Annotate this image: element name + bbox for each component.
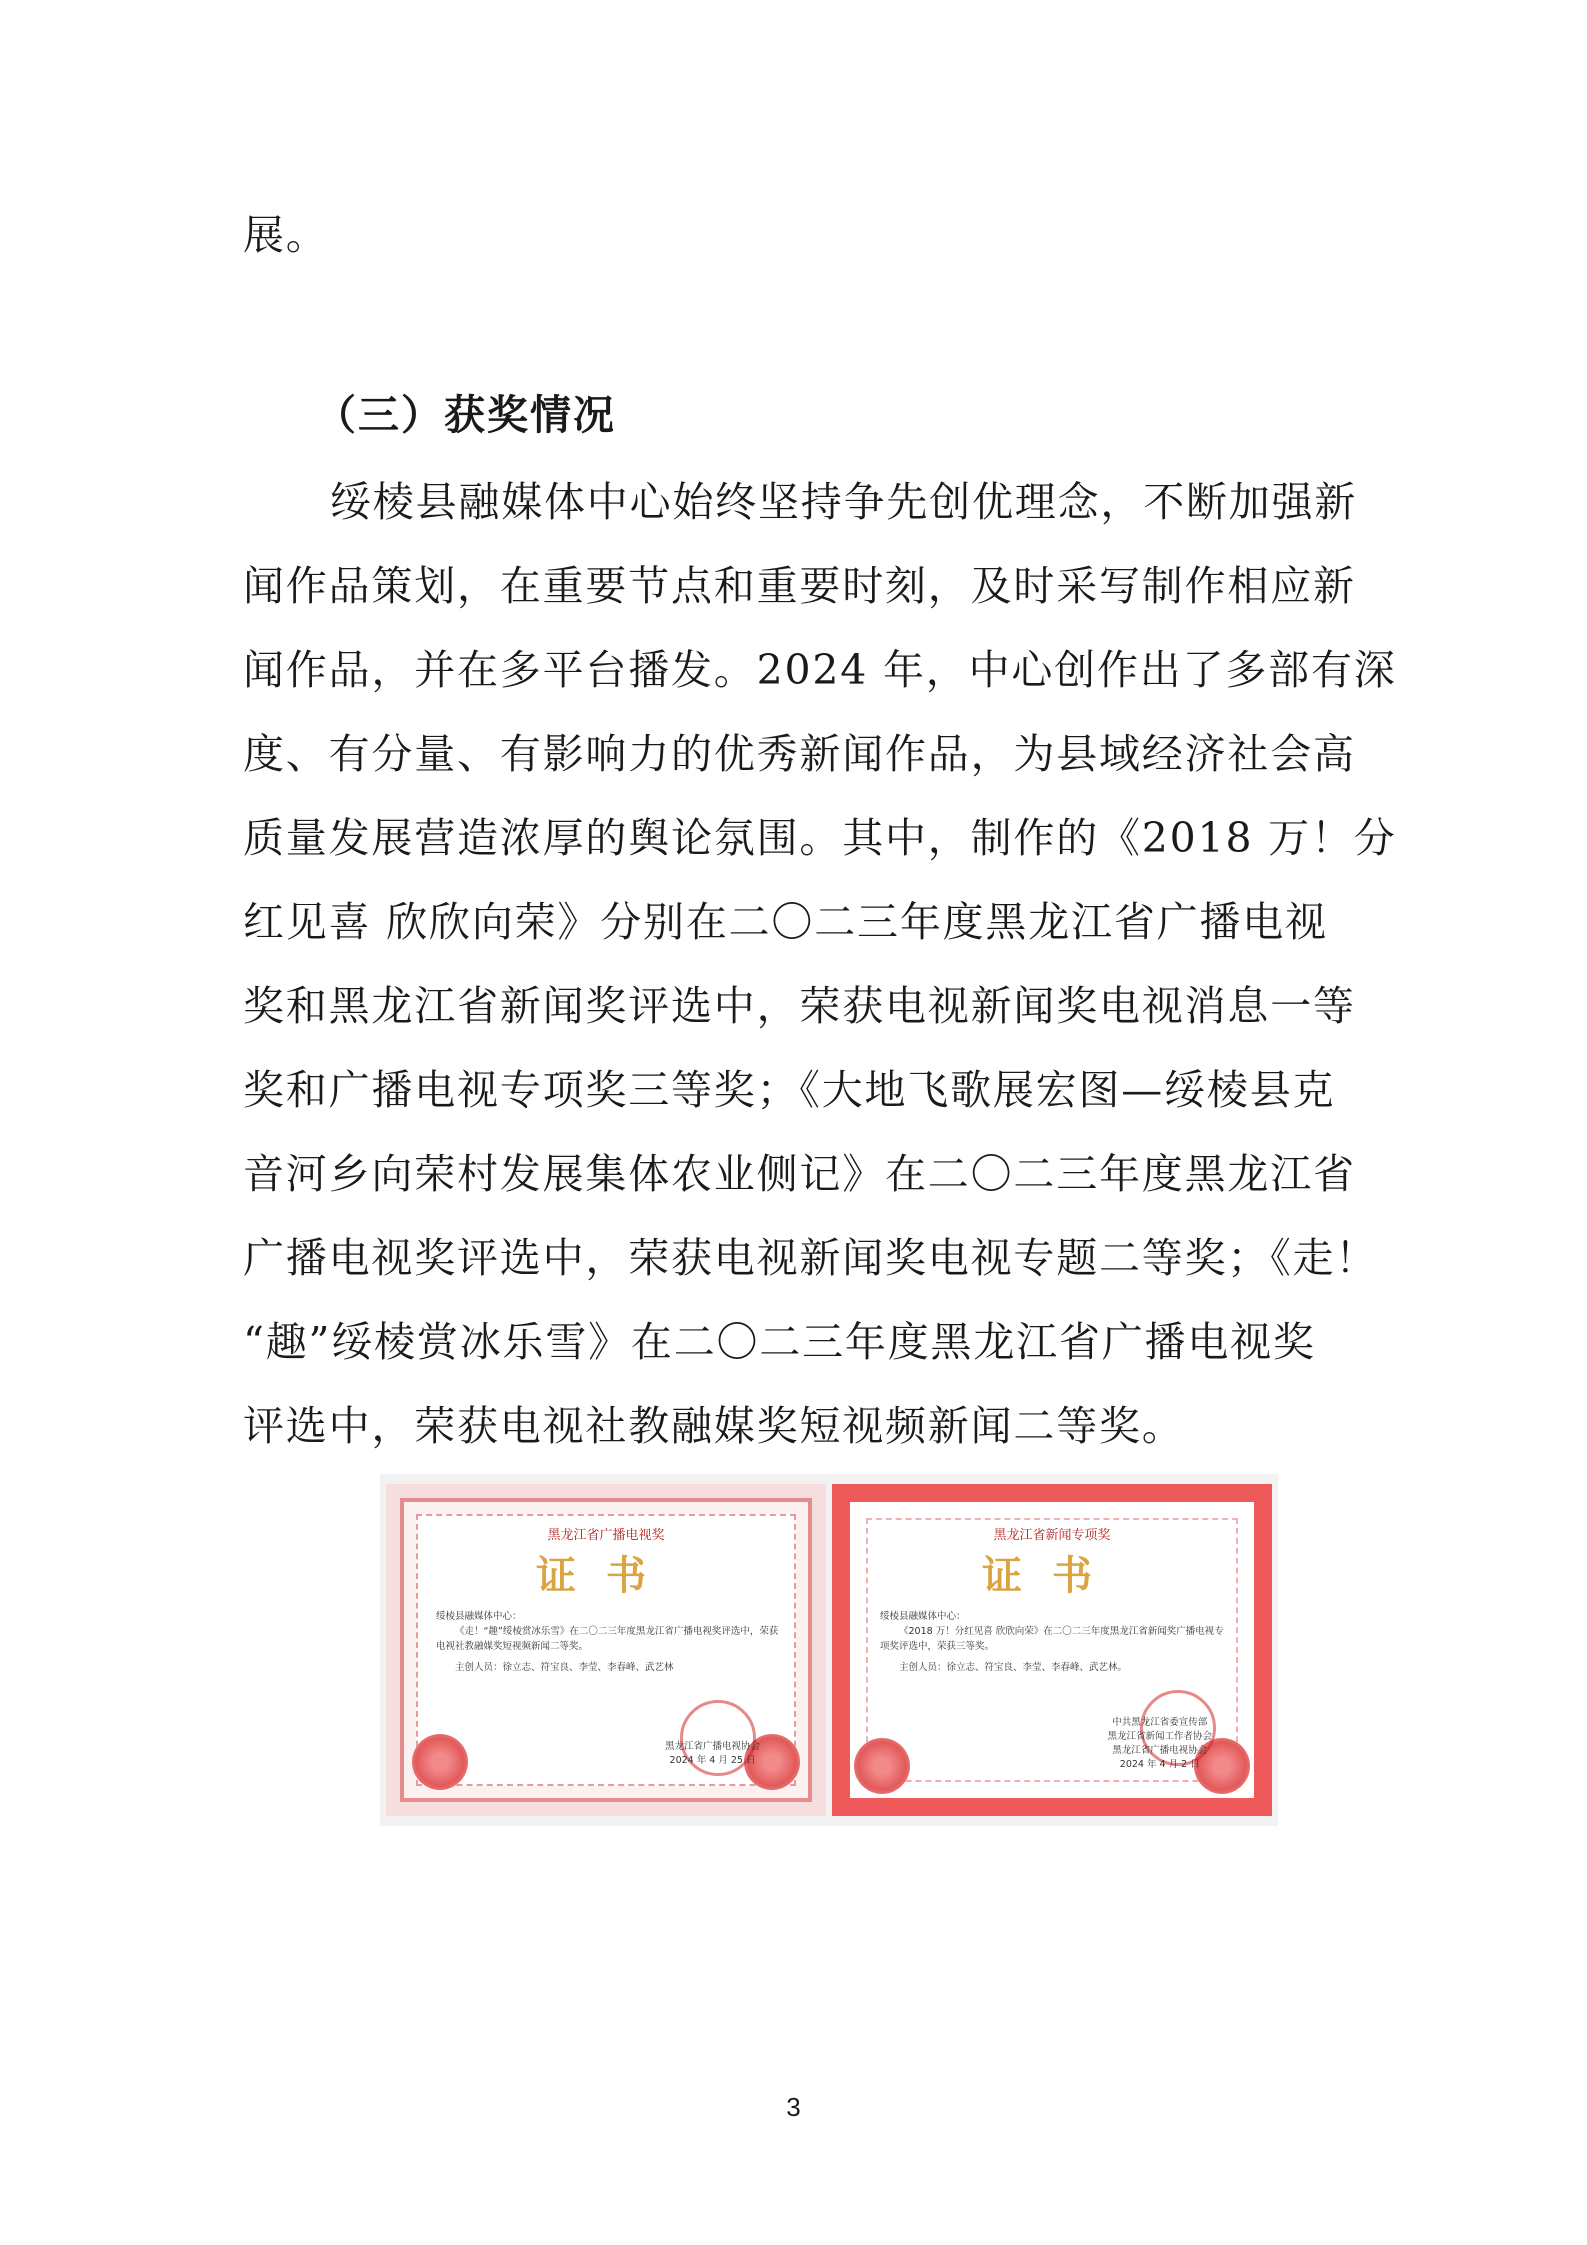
page-number: 3 [786,2092,801,2122]
certificate-broadcast-award [386,1484,826,1816]
certificate-recipient: 绥棱县融媒体中心： [436,1611,522,1622]
paragraph-line: 奖和广播电视专项奖三等奖；《大地飞歌展宏图—绥棱县克 [243,1066,1336,1114]
paragraph-line: 质量发展营造浓厚的舆论氛围。其中，制作的《2018 万！分 [243,814,1397,862]
certificate-signature [1107,1716,1212,1772]
certificate-title: 证书 [982,1552,1122,1599]
paragraph-line: 度、有分量、有影响力的优秀新闻作品，为县域经济社会高 [243,730,1356,778]
certificate-text: 《2018 万！分红见喜 欣欣向荣》在二〇二三年度黑龙江省新闻奖广播电视专项奖评选中，荣获三等奖。 [880,1626,1224,1652]
certificate-recipient: 绥棱县融媒体中心： [880,1611,966,1622]
certificate-date: 2024 年 4 月 2 日 [1119,1759,1200,1770]
certificate-org: 黑龙江省广播电视奖 [547,1528,665,1543]
certificate-creators: 主创人员：徐立志、符宝良、李莹、李春峰、武艺林。 [899,1662,1128,1673]
certificate-issuer-line: 黑龙江省广播电视协会 [1112,1745,1208,1756]
certificate-text: 《走！“趣”绥棱赏冰乐雪》在二〇二三年度黑龙江省广播电视奖评选中，荣获电视社教融媒奖短视频新闻二等奖。 [436,1626,779,1652]
paragraph-line: 音河乡向荣村发展集体农业侧记》在二〇二三年度黑龙江省 [243,1150,1356,1198]
paragraph-line: 闻作品，并在多平台播发。2024 年，中心创作出了多部有深 [243,646,1397,694]
paragraph-line: 绥棱县融媒体中心始终坚持争先创优理念，不断加强新 [330,478,1358,526]
certificate-title: 证书 [536,1552,676,1599]
section-heading: （三）获奖情况 [315,391,616,439]
certificate-body [436,1609,786,1675]
paragraph-line: 广播电视奖评选中，荣获电视新闻奖电视专题二等奖；《走！ [243,1234,1379,1282]
certificate-signature [665,1740,760,1768]
certificate-issuer-line: 黑龙江省新闻工作者协会 [1107,1731,1212,1742]
paragraph-line: 评选中，荣获电视社教融媒奖短视频新闻二等奖。 [243,1402,1185,1450]
paragraph-line: “趣”绥棱赏冰乐雪》在二〇二三年度黑龙江省广播电视奖 [243,1318,1316,1366]
certificate-news-award [832,1484,1272,1816]
certificate-body [880,1609,1232,1675]
paragraph-line: 奖和黑龙江省新闻奖评选中，荣获电视新闻奖电视消息一等 [243,982,1356,1030]
certificate-photos [380,1474,1278,1826]
certificate-creators: 主创人员：徐立志、符宝良、李莹、李春峰、武艺林 [455,1662,674,1673]
certificate-issuer: 黑龙江省广播电视协会 [664,1741,760,1752]
paragraph-line: 红见喜 欣欣向荣》分别在二〇二三年度黑龙江省广播电视 [243,898,1328,946]
certificate-date: 2024 年 4 月 25 日 [669,1755,756,1766]
certificate-issuer-line: 中共黑龙江省委宣传部 [1112,1717,1208,1728]
flower-ornament-icon [854,1738,910,1794]
certificate-org: 黑龙江省新闻专项奖 [993,1528,1111,1543]
paragraph-line: 闻作品策划，在重要节点和重要时刻，及时采写制作相应新 [243,562,1356,610]
rose-ornament-icon [412,1734,468,1790]
prev-paragraph-tail: 展。 [243,211,329,259]
